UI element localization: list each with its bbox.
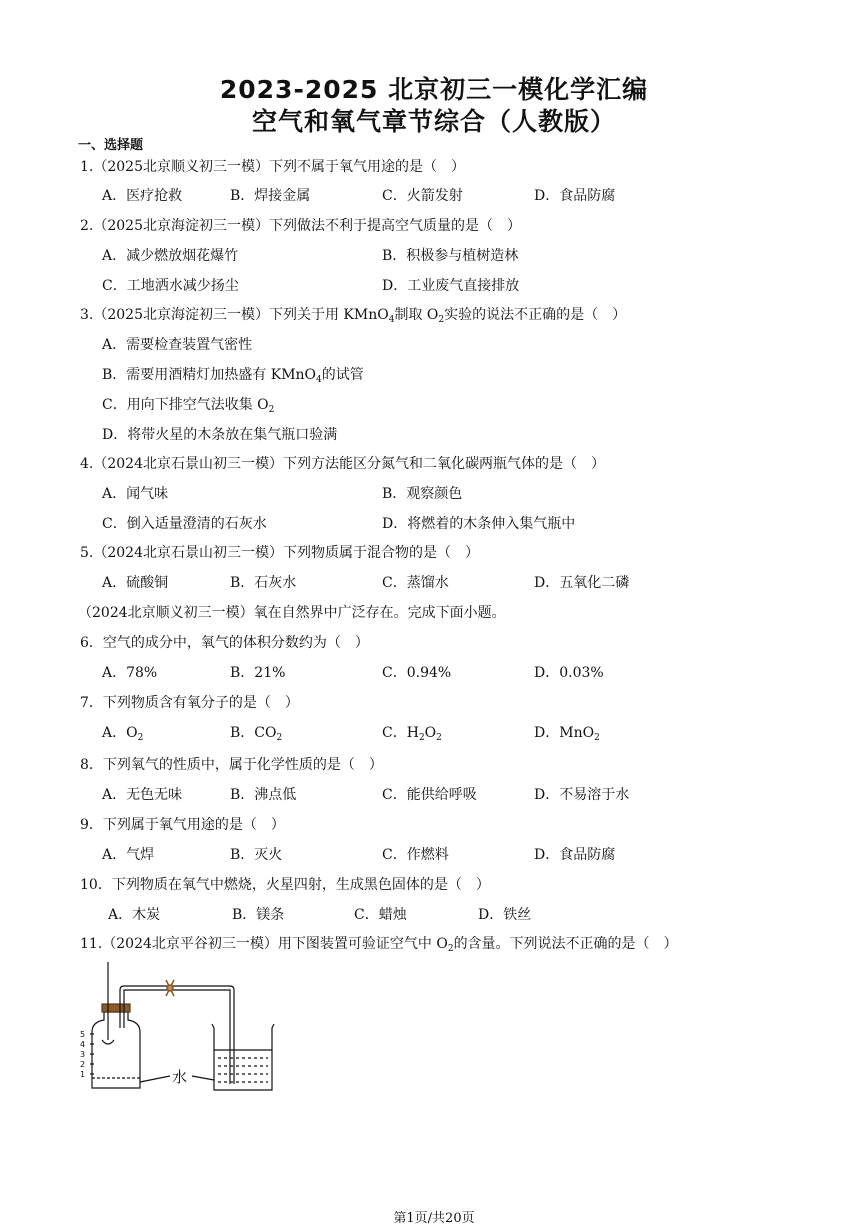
q2-option-d: D．工业废气直接排放	[382, 278, 520, 294]
q5-option-a: A．硫酸铜	[102, 575, 169, 591]
q7-option-d: D．MnO$_2$	[534, 725, 600, 743]
question-9-stem: 9．下列属于氧气用途的是（ ）	[80, 817, 285, 833]
q10-option-c: C．蜡烛	[354, 907, 407, 923]
q3-option-c: C．用向下排空气法收集 $O_2$	[102, 397, 275, 415]
scale-mark: 3	[80, 1050, 86, 1059]
q5-option-b: B．石灰水	[230, 575, 297, 591]
q9-option-d: D．食品防腐	[534, 847, 616, 863]
q7-option-c: C．$H_2O_2$	[382, 725, 442, 743]
page-footer: 第1页/共20页	[393, 1211, 475, 1226]
question-3-stem: 3.（2025北京海淀初三一模）下列关于用 KMnO$_4$制取 $O_2$实验的说法不正确的是（ ）	[80, 307, 627, 325]
scale-mark: 2	[80, 1060, 86, 1069]
q7-option-a: A．$O_2$	[102, 725, 144, 743]
bottle	[92, 1012, 140, 1088]
beaker	[212, 1024, 274, 1090]
q6-option-c: C．0.94%	[382, 665, 452, 681]
q4-option-b: B．观察颜色	[382, 486, 463, 502]
q5-option-d: D．五氧化二磷	[534, 575, 630, 591]
group-intro: （2024北京顺义初三一模）氧在自然界中广泛存在。完成下面小题。	[78, 605, 506, 621]
q10-option-b: B．镁条	[232, 907, 285, 923]
scale-mark: 5	[80, 1030, 86, 1039]
q2-option-a: A．减少燃放烟花爆竹	[102, 248, 239, 264]
q3-option-a: A．需要检查装置气密性	[102, 337, 253, 353]
q1-option-c: C．火箭发射	[382, 188, 463, 204]
q6-option-d: D．0.03%	[534, 665, 604, 681]
q4-option-a: A．闻气味	[102, 486, 169, 502]
question-11-stem: 11.（2024北京平谷初三一模）用下图装置可验证空气中 $O_2$的含量。下列说法不正确的是（ ）	[80, 936, 678, 954]
q4-option-d: D．将燃着的木条伸入集气瓶中	[382, 516, 576, 532]
q2-option-c: C．工地洒水减少扬尘	[102, 278, 239, 294]
question-7-stem: 7．下列物质含有氧分子的是（ ）	[80, 695, 299, 711]
q8-option-a: A．无色无味	[102, 787, 183, 803]
clamp-icon	[166, 980, 174, 996]
q8-option-b: B．沸点低	[230, 787, 297, 803]
question-4-stem: 4.（2024北京石景山初三一模）下列方法能区分氮气和二氧化碳两瓶气体的是（ ）	[80, 456, 605, 472]
q1-option-a: A．医疗抢救	[102, 188, 183, 204]
q6-option-a: A．78%	[102, 665, 158, 681]
question-6-stem: 6．空气的成分中，氧气的体积分数约为（ ）	[80, 635, 369, 651]
q8-option-d: D．不易溶于水	[534, 787, 630, 803]
q4-option-c: C．倒入适量澄清的石灰水	[102, 516, 267, 532]
q1-option-d: D．食品防腐	[534, 188, 616, 204]
question-2-stem: 2.（2025北京海淀初三一模）下列做法不利于提高空气质量的是（ ）	[80, 218, 521, 234]
q6-option-b: B．21%	[230, 665, 286, 681]
q5-option-c: C．蒸馏水	[382, 575, 449, 591]
apparatus-diagram	[78, 960, 298, 1100]
q8-option-c: C．能供给呼吸	[382, 787, 477, 803]
section-heading: 一、选择题	[78, 138, 144, 153]
question-8-stem: 8．下列氧气的性质中，属于化学性质的是（ ）	[80, 757, 383, 773]
document-title: 2023-2025 北京初三一模化学汇编	[219, 75, 649, 104]
q1-option-b: B．焊接金属	[230, 188, 311, 204]
q3-option-b: B．需要用酒精灯加热盛有 KMnO$_4$的试管	[102, 367, 364, 385]
q9-option-a: A．气焊	[102, 847, 155, 863]
stopper	[102, 1004, 130, 1012]
q10-option-a: A．木炭	[108, 907, 161, 923]
scale-mark: 4	[80, 1040, 86, 1049]
question-1-stem: 1.（2025北京顺义初三一模）下列不属于氧气用途的是（ ）	[80, 159, 465, 175]
spoon	[102, 1040, 114, 1044]
scale-mark: 1	[80, 1070, 86, 1079]
document-subtitle: 空气和氧气章节综合（人教版）	[251, 107, 616, 136]
question-5-stem: 5.（2024北京石景山初三一模）下列物质属于混合物的是（ ）	[80, 545, 479, 561]
q2-option-b: B．积极参与植树造林	[382, 248, 519, 264]
question-10-stem: 10．下列物质在氧气中燃烧，火星四射，生成黑色固体的是（ ）	[80, 877, 490, 893]
q3-option-d: D．将带火星的木条放在集气瓶口验满	[102, 427, 338, 443]
water-label: 水	[172, 1068, 188, 1086]
q9-option-c: C．作燃料	[382, 847, 449, 863]
q10-option-d: D．铁丝	[478, 907, 532, 923]
q9-option-b: B．灭火	[230, 847, 283, 863]
q7-option-b: B．$CO_2$	[230, 725, 283, 743]
